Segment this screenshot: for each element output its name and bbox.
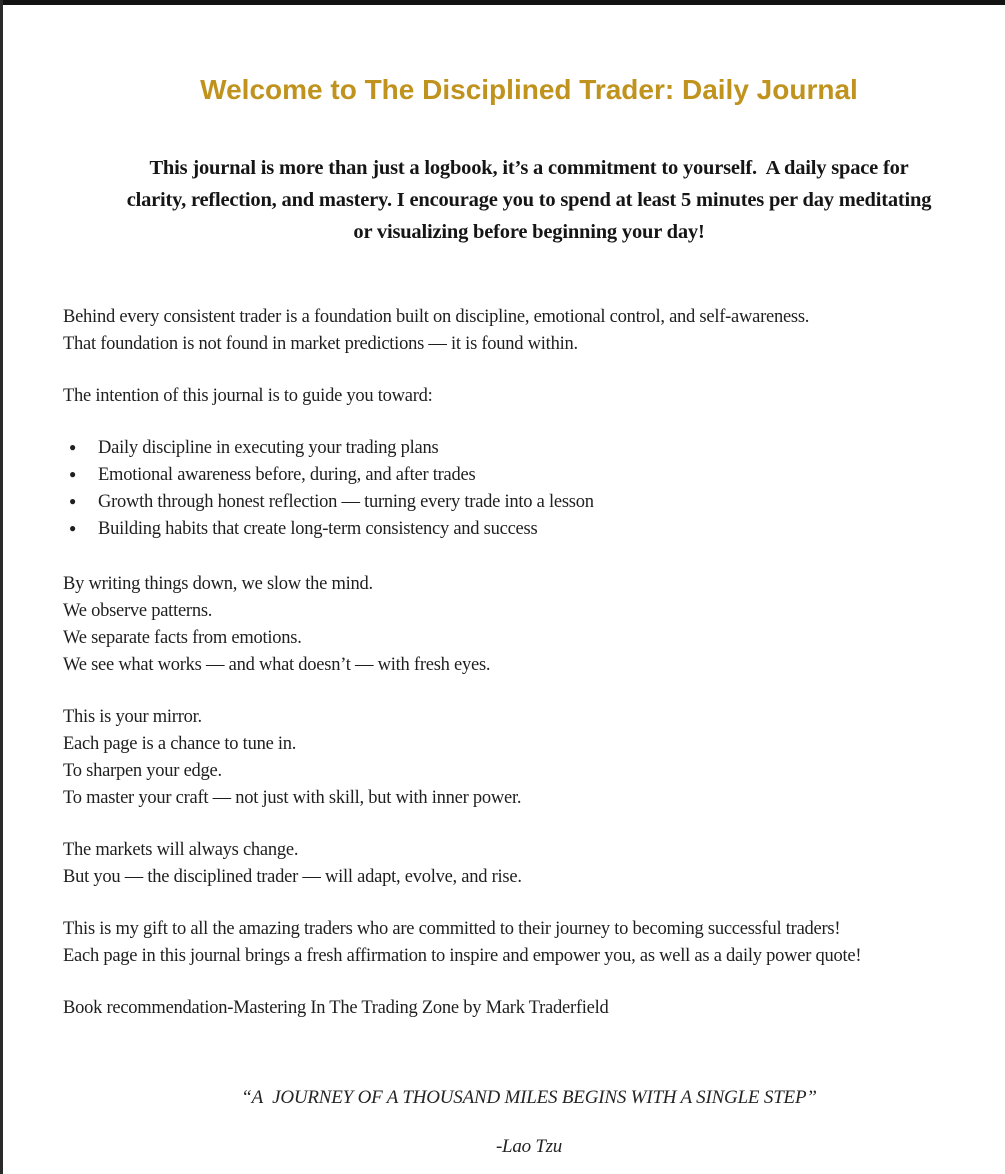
body-line: The markets will always change.	[63, 840, 299, 860]
body-line: Each page is a chance to tune in.	[63, 734, 297, 754]
body-line: To sharpen your edge.	[63, 761, 222, 781]
body-line: We separate facts from emotions.	[63, 628, 302, 648]
bullet-text: Growth through honest reflection — turning every trade into a lesson	[98, 492, 594, 512]
body-line: Each page in this journal brings a fresh affirmation to inspire and empower you, as well as a daily power quote!	[63, 946, 862, 966]
bullet-text: Building habits that create long-term consistency and success	[98, 519, 538, 539]
bullet-dot-icon: ●	[69, 521, 76, 535]
bullet-text: Daily discipline in executing your trading plans	[98, 438, 439, 458]
paragraph-gift	[63, 916, 995, 970]
body-line: We observe patterns.	[63, 601, 213, 621]
page-left-edge	[0, 0, 3, 1174]
document-body	[63, 304, 995, 1160]
intro-paragraph	[63, 152, 995, 248]
body-line: The intention of this journal is to guide you toward:	[63, 386, 433, 406]
bullet-text: Emotional awareness before, during, and after trades	[98, 465, 476, 485]
bullet-item	[69, 435, 995, 462]
body-line: But you — the disciplined trader — will adapt, evolve, and rise.	[63, 867, 522, 887]
power-quote: “A JOURNEY OF A THOUSAND MILES BEGINS WITH A SINGLE STEP”	[241, 1087, 817, 1108]
intro-line: or visualizing before beginning your day!	[353, 221, 705, 243]
bullet-dot-icon: ●	[69, 494, 76, 508]
paragraph-writing	[63, 571, 995, 679]
book-recommendation-line: Book recommendation-Mastering In The Trading Zone by Mark Traderfield	[63, 998, 609, 1018]
bullet-dot-icon: ●	[69, 467, 76, 481]
bullet-item	[69, 516, 995, 543]
bullet-dot-icon: ●	[69, 440, 76, 454]
body-line: To master your craft — not just with skill, but with inner power.	[63, 788, 522, 808]
body-line: That foundation is not found in market predictions — it is found within.	[63, 334, 578, 354]
intro-line: This journal is more than just a logbook, it’s a commitment to yourself. A daily space for	[149, 157, 909, 179]
body-line: By writing things down, we slow the mind.	[63, 574, 373, 594]
body-line: This is your mirror.	[63, 707, 202, 727]
document-page	[63, 5, 995, 1160]
quote-attribution: -Lao Tzu	[495, 1136, 563, 1157]
body-line: This is my gift to all the amazing traders who are committed to their journey to becoming successful traders!	[63, 919, 841, 939]
paragraph-foundation	[63, 304, 995, 358]
paragraph-mirror	[63, 704, 995, 812]
bullet-item	[69, 462, 995, 489]
paragraph-intention	[63, 383, 995, 410]
bullet-item	[69, 489, 995, 516]
intro-line: clarity, reflection, and mastery. I encourage you to spend at least 5 minutes per day meditating	[126, 189, 932, 211]
page-title: Welcome to The Disciplined Trader: Daily Journal	[200, 74, 858, 105]
body-line: We see what works — and what doesn’t — with fresh eyes.	[63, 655, 491, 675]
body-line: Behind every consistent trader is a foundation built on discipline, emotional control, and self-awareness.	[63, 307, 810, 327]
paragraph-markets	[63, 837, 995, 891]
intention-bullet-list	[63, 435, 995, 543]
